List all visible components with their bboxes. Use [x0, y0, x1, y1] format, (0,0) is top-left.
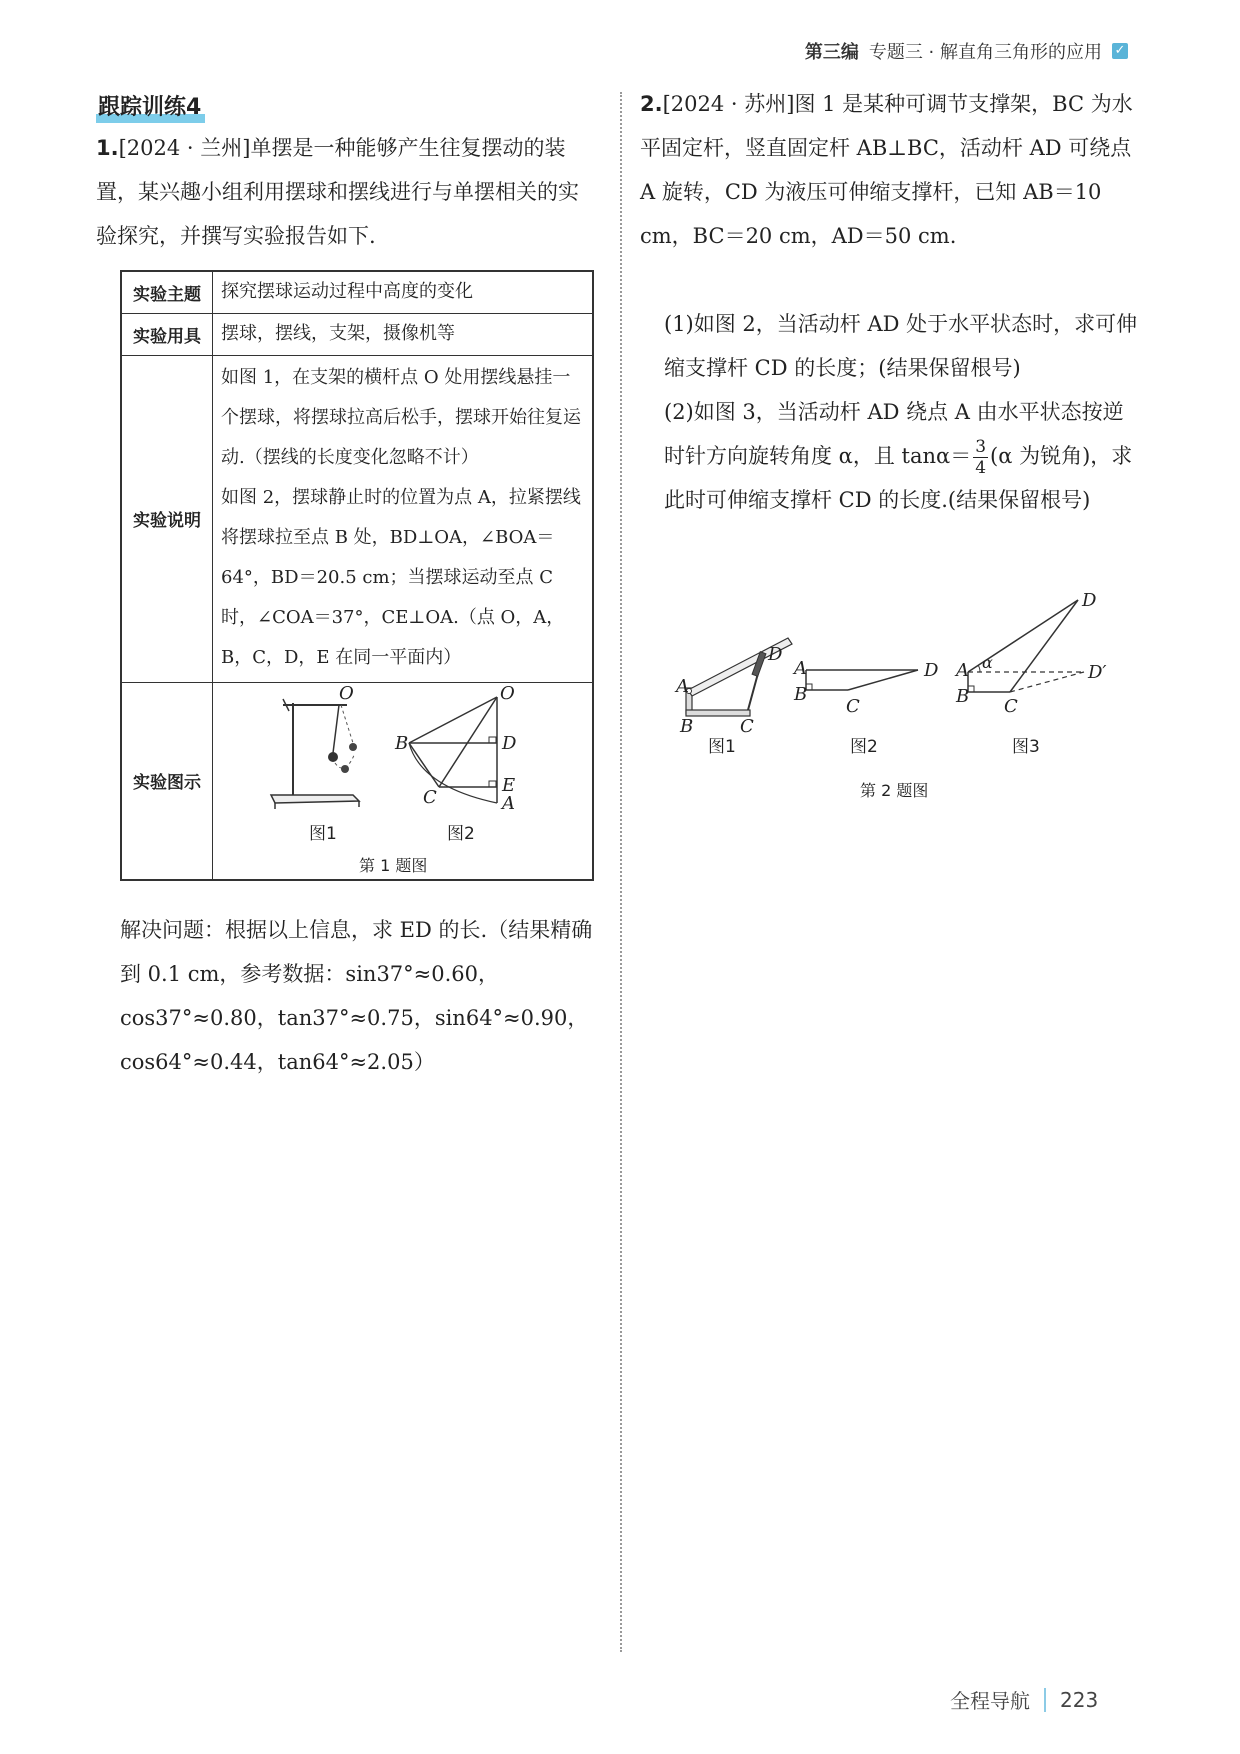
- page-number: 223: [1060, 1687, 1099, 1712]
- section-title: 跟踪训练4: [96, 90, 205, 123]
- q2-number: 2.: [640, 92, 663, 116]
- row-value-topic: 探究摆球运动过程中高度的变化: [213, 271, 594, 313]
- f3-label-B: B: [956, 686, 970, 707]
- q2-part2-b: (α 为锐角)，求此时可伸缩支撑杆 CD 的长度.(结果保留根号): [664, 444, 1133, 512]
- horizontal-rod-diagram: [806, 670, 918, 690]
- footer-divider: [1044, 1688, 1046, 1712]
- f1-label-D: D: [768, 644, 783, 665]
- f1-label-C: C: [740, 716, 754, 737]
- tan-alpha-fraction: [973, 437, 988, 478]
- running-header: [805, 38, 1128, 64]
- description-part-b: 如图 2，摆球静止时的位置为点 A，拉紧摆线将摆球拉至点 B 处，BD⊥OA，∠BOA＝64°，BD＝20.5 cm；当摆球运动至点 C 时，∠COA＝37°，CE⊥OA.（点 O，A，B，C，D，E 在同一平面内）: [221, 486, 581, 668]
- fig2-label-E: E: [502, 774, 516, 796]
- row-label-figure: 实验图示: [121, 682, 213, 880]
- q1-figure-caption: 第 1 题图: [359, 855, 428, 875]
- q2-fig1-caption: 图1: [708, 737, 736, 757]
- fig2-label-O: O: [500, 682, 515, 704]
- f2-label-A: A: [794, 658, 807, 679]
- row-label-topic: 实验主题: [121, 271, 213, 313]
- fig2-label-B: B: [395, 732, 409, 754]
- fig2-label-D: D: [502, 732, 517, 754]
- row-value-tools: 摆球，摆线，支架，摄像机等: [213, 313, 594, 355]
- q2-intro-block: [640, 82, 1138, 258]
- book-title: 全程导航: [950, 1689, 1030, 1713]
- fig1-caption: 图1: [309, 823, 337, 844]
- header-topic: 专题三 · 解直角三角形的应用: [868, 42, 1102, 63]
- f3-label-C: C: [1004, 696, 1018, 717]
- q2-fig2-caption: 图2: [850, 737, 878, 757]
- q2-figure-caption: 第 2 题图: [860, 781, 929, 800]
- row-label-description: 实验说明: [121, 355, 213, 682]
- description-part-a: 如图 1，在支架的横杆点 O 处用摆线悬挂一个摆球，将摆球拉高后松手，摆球开始往复运动.（摆线的长度变化忽略不计）: [221, 366, 581, 468]
- f2-label-C: C: [846, 696, 860, 717]
- q2-part2: [664, 390, 1138, 522]
- q2-figures: [664, 590, 1144, 810]
- fig2-caption: 图2: [447, 823, 475, 844]
- fraction-numerator: 3: [975, 437, 987, 457]
- row-value-description: [213, 355, 594, 682]
- experiment-table: [120, 270, 594, 881]
- fig1-label-O: O: [339, 682, 354, 704]
- q2-intro: [2024 · 苏州]图 1 是某种可调节支撑架，BC 为水平固定杆，竖直固定杆 AB⊥BC，活动杆 AD 可绕点 A 旋转，CD 为液压可伸缩支撑杆，已知 AB＝10 cm，BC＝20 cm，AD＝50 cm.: [640, 92, 1133, 248]
- f2-label-D: D: [924, 660, 939, 681]
- f2-label-B: B: [794, 684, 808, 705]
- q1-number: 1.: [96, 136, 119, 160]
- q2-fig3-caption: 图3: [1012, 737, 1040, 757]
- q1-figures: [213, 683, 585, 879]
- f1-label-B: B: [680, 716, 694, 737]
- q1-intro: [2024 · 兰州]单摆是一种能够产生往复摆动的装置，某兴趣小组利用摆球和摆线进行与单摆相关的实验探究，并撰写实验报告如下.: [96, 136, 579, 248]
- q1-problem: 解决问题：根据以上信息，求 ED 的长.（结果精确到 0.1 cm，参考数据：sin37°≈0.60，cos37°≈0.80，tan37°≈0.75，sin64°≈0.90，cos64°≈0.44，tan64°≈2.05）: [120, 918, 593, 1074]
- page-footer: [950, 1685, 1098, 1714]
- f3-label-D: D: [1082, 590, 1097, 611]
- fig2-label-C: C: [423, 786, 437, 808]
- row-value-figure: [213, 682, 594, 880]
- q1-intro-block: [96, 126, 596, 258]
- q2-part2-a: (2)如图 3，当活动杆 AD 绕点 A 由水平状态按逆时针方向旋转角度 α，且 tanα＝: [664, 400, 1124, 468]
- f1-label-A: A: [676, 676, 689, 697]
- header-part: 第三编: [804, 42, 859, 63]
- fig2-label-A: A: [502, 792, 515, 814]
- rotated-rod-diagram: [968, 600, 1084, 692]
- f3-label-Dprime: D′: [1088, 662, 1107, 683]
- row-label-tools: 实验用具: [121, 313, 213, 355]
- column-divider: [620, 92, 622, 1652]
- q2-part1: (1)如图 2，当活动杆 AD 处于水平状态时，求可伸缩支撑杆 CD 的长度；(结果保留根号): [664, 312, 1138, 380]
- check-box-icon: ✓: [1112, 43, 1128, 59]
- pendulum-stand-diagram: [271, 699, 359, 809]
- fraction-denominator: 4: [975, 458, 987, 478]
- f3-label-alpha: α: [982, 653, 993, 672]
- f3-label-A: A: [956, 660, 969, 681]
